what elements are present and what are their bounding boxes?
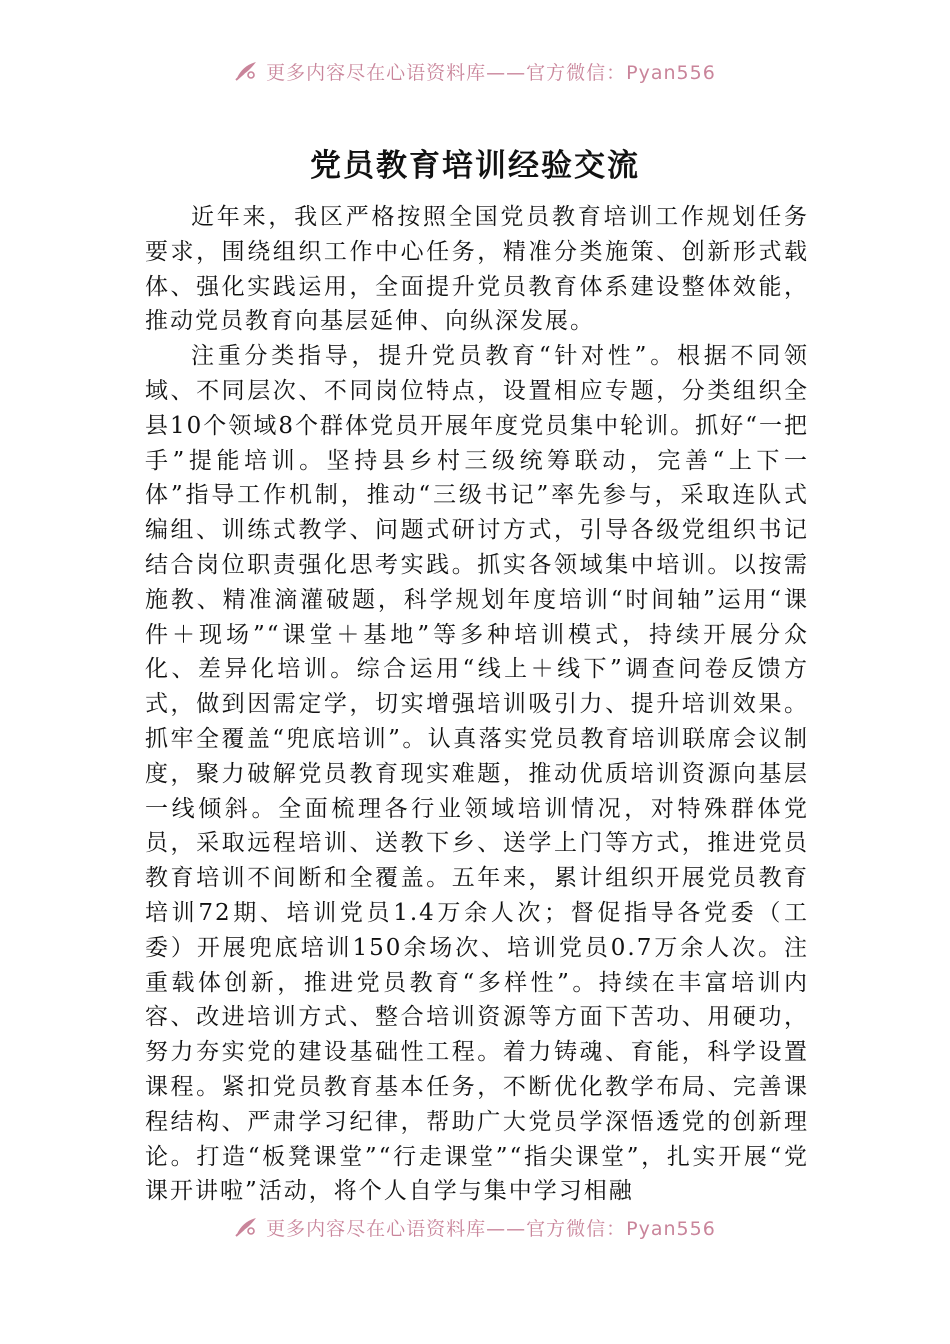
quill-logo-icon — [234, 60, 260, 82]
document-body — [145, 200, 809, 1215]
watermark-content — [234, 1214, 716, 1241]
watermark-bottom — [0, 1212, 950, 1242]
paragraph-main: 注重分类指导，提升党员教育“针对性”。根据不同领域、不同层次、不同岗位特点，设置相应专题，分类组织全县10个领域8个群体党员开展年度党员集中轮训。抓好“一把手”提能培训。坚持县乡村三级统筹联动，完善“上下一体”指导工作机制，推动“三级书记”率先参与，采取连队式编组、训练式教学、问题式研讨方式，引导各级党组织书记结合岗位职责强化思考实践。抓实各领域集中培训。以按需施教、精准滴灌破题，科学规划年度培训“时间轴”运用“课件＋现场”“课堂＋基地”等多种培训模式，持续开展分众化、差异化培训。综合运用“线上＋线下”调查问卷反馈方式，做到因需定学，切实增强培训吸引力、提升培训效果。抓牢全覆盖“兜底培训”。认真落实党员教育培训联席会议制度，聚力破解党员教育现实难题，推动优质培训资源向基层一线倾斜。全面梳理各行业领域培训情况，对特殊群体党员，采取远程培训、送教下乡、送学上门等方式，推进党员教育培训不间断和全覆盖。五年来，累计组织开展党员教育培训72期、培训党员1.4万余人次；督促指导各党委（工委）开展兜底培训150余场次、培训党员0.7万余人次。注重载体创新，推进党员教育“多样性”。持续在丰富培训内容、改进培训方式、整合培训资源等方面下苦功、用硬功，努力夯实党的建设基础性工程。着力铸魂、育能，科学设置课程。紧扣党员教育基本任务，不断优化教学布局、完善课程结构、严肃学习纪律，帮助广大党员学深悟透党的创新理论。打造“板凳课堂”“行走课堂”“指尖课堂”，扎实开展“党课开讲啦”活动，将个人自学与集中学习相融 — [145, 343, 809, 1205]
watermark-text: 更多内容尽在心语资料库——官方微信：Pyan556 — [266, 1217, 716, 1240]
paragraph-intro: 近年来，我区严格按照全国党员教育培训工作规划任务要求，围绕组织工作中心任务，精准分类施策、创新形式载体、强化实践运用，全面提升党员教育体系建设整体效能，推动党员教育向基层延伸、向纵深发展。 — [145, 204, 809, 335]
watermark-content — [234, 58, 716, 85]
watermark-top — [0, 56, 950, 86]
document-title: 党员教育培训经验交流 — [310, 148, 640, 184]
watermark-text: 更多内容尽在心语资料库——官方微信：Pyan556 — [266, 61, 716, 84]
quill-logo-icon — [234, 1216, 260, 1238]
